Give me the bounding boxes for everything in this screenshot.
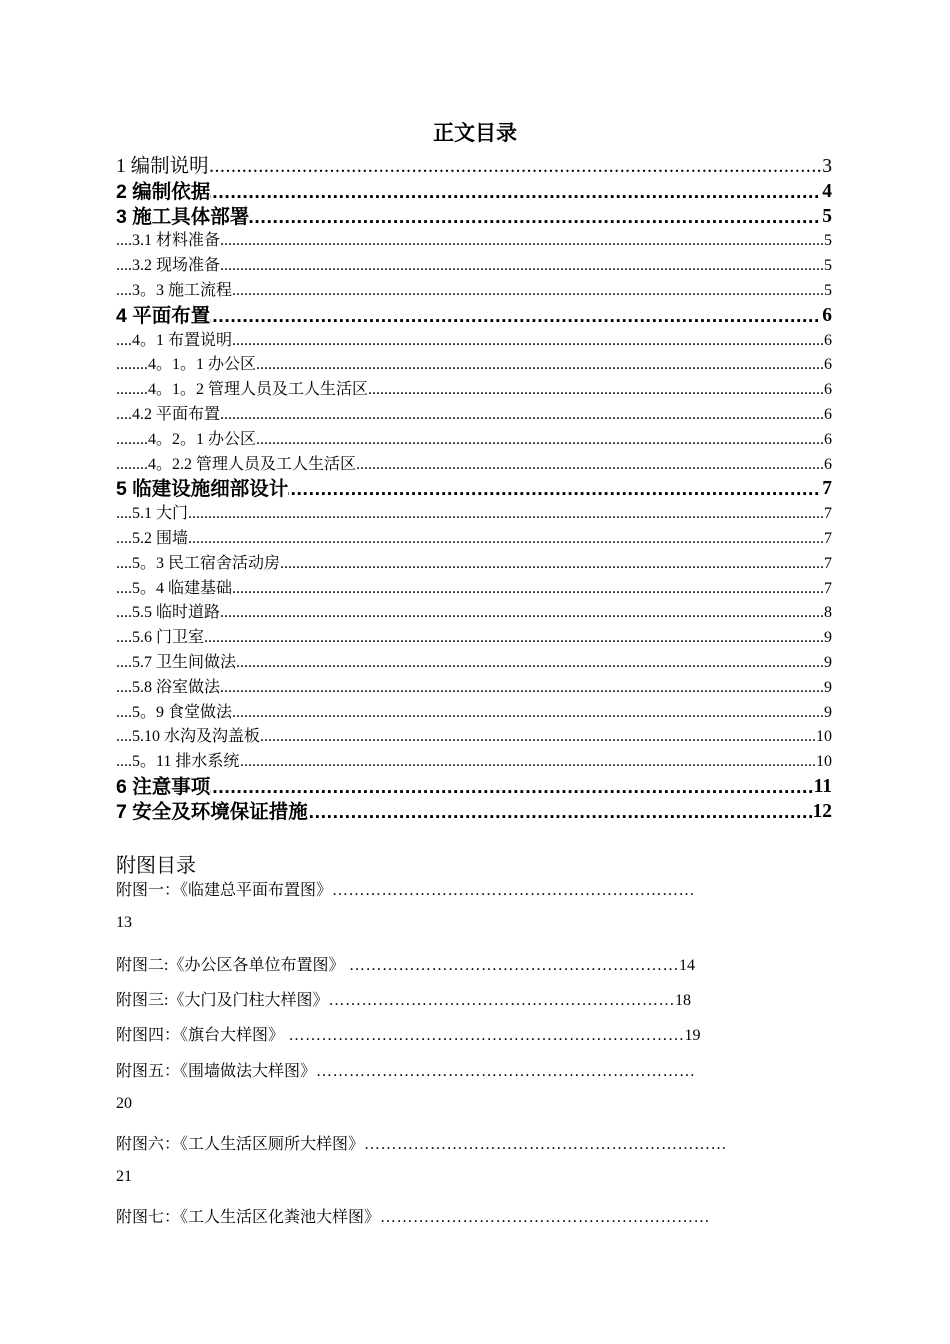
figure-entry-page: 19 [684, 1027, 701, 1044]
toc-entry[interactable] [116, 502, 832, 527]
toc-entry-page: 5 [821, 205, 832, 230]
toc-leader-dots [116, 254, 832, 279]
toc-entry-label: 6 注意事项 [116, 775, 211, 798]
toc-leader-dots [116, 527, 832, 552]
toc-entry-page: 5 [823, 229, 832, 254]
figure-entry-label: 附图七：《工人生活区化粪池大样图》 [116, 1209, 381, 1226]
figure-entry: 附图七：《工人生活区化粪池大样图》…………………………………………………… [116, 1209, 711, 1226]
toc-entry-label: 5。3 民工宿舍活动房 [132, 552, 280, 577]
figure-entry-label: 附图三:《大门及门柱大样图》 [116, 992, 329, 1009]
toc-entry[interactable] [116, 527, 832, 552]
toc-entry-page: 6 [823, 378, 832, 403]
toc-entry-label: 5。4 临建基础 [132, 577, 232, 602]
figure-entry-label: 附图四：《旗台大样图》 [116, 1027, 285, 1044]
toc-entry[interactable] [116, 254, 832, 279]
toc-leader-dots [116, 403, 832, 428]
toc-entry-page: 7 [821, 477, 832, 502]
toc-entry[interactable] [116, 601, 832, 626]
toc-entry-page: 7 [823, 552, 832, 577]
toc-entry-page: 11 [813, 775, 832, 800]
figure-entry: 附图六：《工人生活区厕所大样图》………………………………………………………… [116, 1136, 728, 1153]
toc-entry[interactable] [116, 775, 832, 800]
toc-entry-page: 4 [821, 180, 832, 205]
toc-entry[interactable] [116, 329, 832, 354]
figure-entry-page: 18 [674, 992, 691, 1009]
toc-entry-page: 6 [823, 329, 832, 354]
toc-entry[interactable] [116, 725, 832, 750]
toc-entry[interactable] [116, 651, 832, 676]
toc-entry[interactable] [116, 800, 832, 825]
toc-entry-label: 3.2 现场准备 [132, 254, 220, 279]
toc-entry-label: 5.10 水沟及沟盖板 [132, 725, 260, 750]
toc-entry-page: 9 [823, 626, 832, 651]
toc-entry-page: 7 [823, 577, 832, 602]
toc-entry-page: 12 [812, 800, 833, 825]
toc-entry-label: 3.1 材料准备 [132, 229, 220, 254]
toc-entry-page: 6 [821, 304, 832, 329]
toc-entry[interactable] [116, 378, 832, 403]
toc-entry-page: 5 [823, 279, 832, 304]
toc-entry[interactable] [116, 626, 832, 651]
figure-entry: 附图五：《围墙做法大样图》…………………………………………………………… [116, 1063, 696, 1080]
figure-entry-label: 附图二:《办公区各单位布置图》 [116, 957, 345, 974]
toc-entry[interactable] [116, 676, 832, 701]
toc-entry[interactable] [116, 453, 832, 478]
toc-entry[interactable] [116, 552, 832, 577]
toc-entry[interactable] [116, 477, 832, 502]
toc-list [116, 155, 832, 825]
toc-entry-page: 9 [823, 651, 832, 676]
toc-entry-label: 1 编制说明 [116, 155, 209, 180]
toc-leader-dots [116, 676, 832, 701]
toc-entry[interactable] [116, 155, 832, 180]
toc-entry[interactable] [116, 750, 832, 775]
toc-entry-page: 7 [823, 502, 832, 527]
toc-entry-label: 2 编制依据 [116, 180, 211, 203]
toc-entry-label: 4。2.2 管理人员及工人生活区 [148, 453, 356, 478]
toc-entry-label: 5.5 临时道路 [132, 601, 220, 626]
figure-list-title: 附图目录 [116, 855, 196, 877]
toc-entry[interactable] [116, 304, 832, 329]
figure-entry-label: 附图五：《围墙做法大样图》 [116, 1063, 317, 1080]
toc-entry-label: 3 施工具体部署 [116, 205, 250, 228]
toc-entry[interactable] [116, 180, 832, 205]
toc-entry-page: 8 [823, 601, 832, 626]
toc-entry[interactable] [116, 577, 832, 602]
toc-entry-page: 6 [823, 453, 832, 478]
toc-entry-page: 6 [823, 353, 832, 378]
toc-leader-dots [116, 229, 832, 254]
toc-leader-dots [116, 626, 832, 651]
toc-entry-page: 3 [821, 155, 832, 180]
toc-entry-label: 5。11 排水系统 [132, 750, 239, 775]
toc-entry-label: 4。1。2 管理人员及工人生活区 [148, 378, 368, 403]
figure-entry-label: 附图六：《工人生活区厕所大样图》 [116, 1136, 365, 1153]
toc-leader-dots [116, 775, 832, 800]
figure-entry: 附图四：《旗台大样图》 ………………………………………………………………19 [116, 1027, 701, 1044]
toc-title: 正文目录 [433, 121, 517, 145]
toc-entry[interactable] [116, 353, 832, 378]
toc-entry-page: 9 [823, 676, 832, 701]
toc-entry-page: 10 [815, 725, 832, 750]
toc-entry-label: 5.8 浴室做法 [132, 676, 220, 701]
toc-entry-label: 5 临建设施细部设计 [116, 478, 289, 501]
toc-entry-label: 5.2 围墙 [132, 527, 188, 552]
toc-entry-label: 3。3 施工流程 [132, 279, 232, 304]
figure-entry-page: 13 [116, 914, 132, 931]
toc-entry-page: 6 [823, 428, 832, 453]
toc-entry-label: 5.6 门卫室 [132, 626, 204, 651]
figure-entry-page: 21 [116, 1168, 132, 1185]
toc-entry[interactable] [116, 229, 832, 254]
figure-entry-page: 14 [678, 957, 695, 974]
toc-entry-page: 9 [823, 701, 832, 726]
toc-entry-label: 4。1。1 办公区 [148, 353, 256, 378]
toc-entry-label: 5。9 食堂做法 [132, 701, 232, 726]
toc-entry-page: 5 [823, 254, 832, 279]
toc-entry-label: 4。1 布置说明 [132, 329, 232, 354]
figure-entry-page: 20 [116, 1095, 132, 1112]
toc-leader-dots [116, 180, 832, 205]
toc-entry[interactable] [116, 403, 832, 428]
figure-entry: 附图一：《临建总平面布置图》………………………………………………………… [116, 882, 696, 899]
toc-leader-dots [116, 155, 832, 180]
toc-leader-dots [116, 304, 832, 329]
toc-entry-label: 5.1 大门 [132, 502, 188, 527]
toc-entry[interactable] [116, 428, 832, 453]
toc-entry[interactable] [116, 205, 832, 230]
toc-leader-dots [116, 502, 832, 527]
toc-entry[interactable] [116, 701, 832, 726]
figure-entry: 附图二:《办公区各单位布置图》 ……………………………………………………14 [116, 957, 695, 974]
figure-entry-label: 附图一：《临建总平面布置图》 [116, 882, 333, 899]
toc-entry-label: 4 平面布置 [116, 304, 211, 327]
toc-entry-label: 7 安全及环境保证措施 [116, 800, 308, 823]
figure-entry: 附图三:《大门及门柱大样图》………………………………………………………18 [116, 992, 691, 1009]
toc-entry-page: 7 [823, 527, 832, 552]
toc-leader-dots [116, 601, 832, 626]
toc-entry-page: 6 [823, 403, 832, 428]
toc-entry-label: 5.7 卫生间做法 [132, 651, 236, 676]
toc-entry-page: 10 [815, 750, 832, 775]
toc-entry-label: 4。2。1 办公区 [148, 428, 256, 453]
toc-entry-label: 4.2 平面布置 [132, 403, 220, 428]
toc-entry[interactable] [116, 279, 832, 304]
